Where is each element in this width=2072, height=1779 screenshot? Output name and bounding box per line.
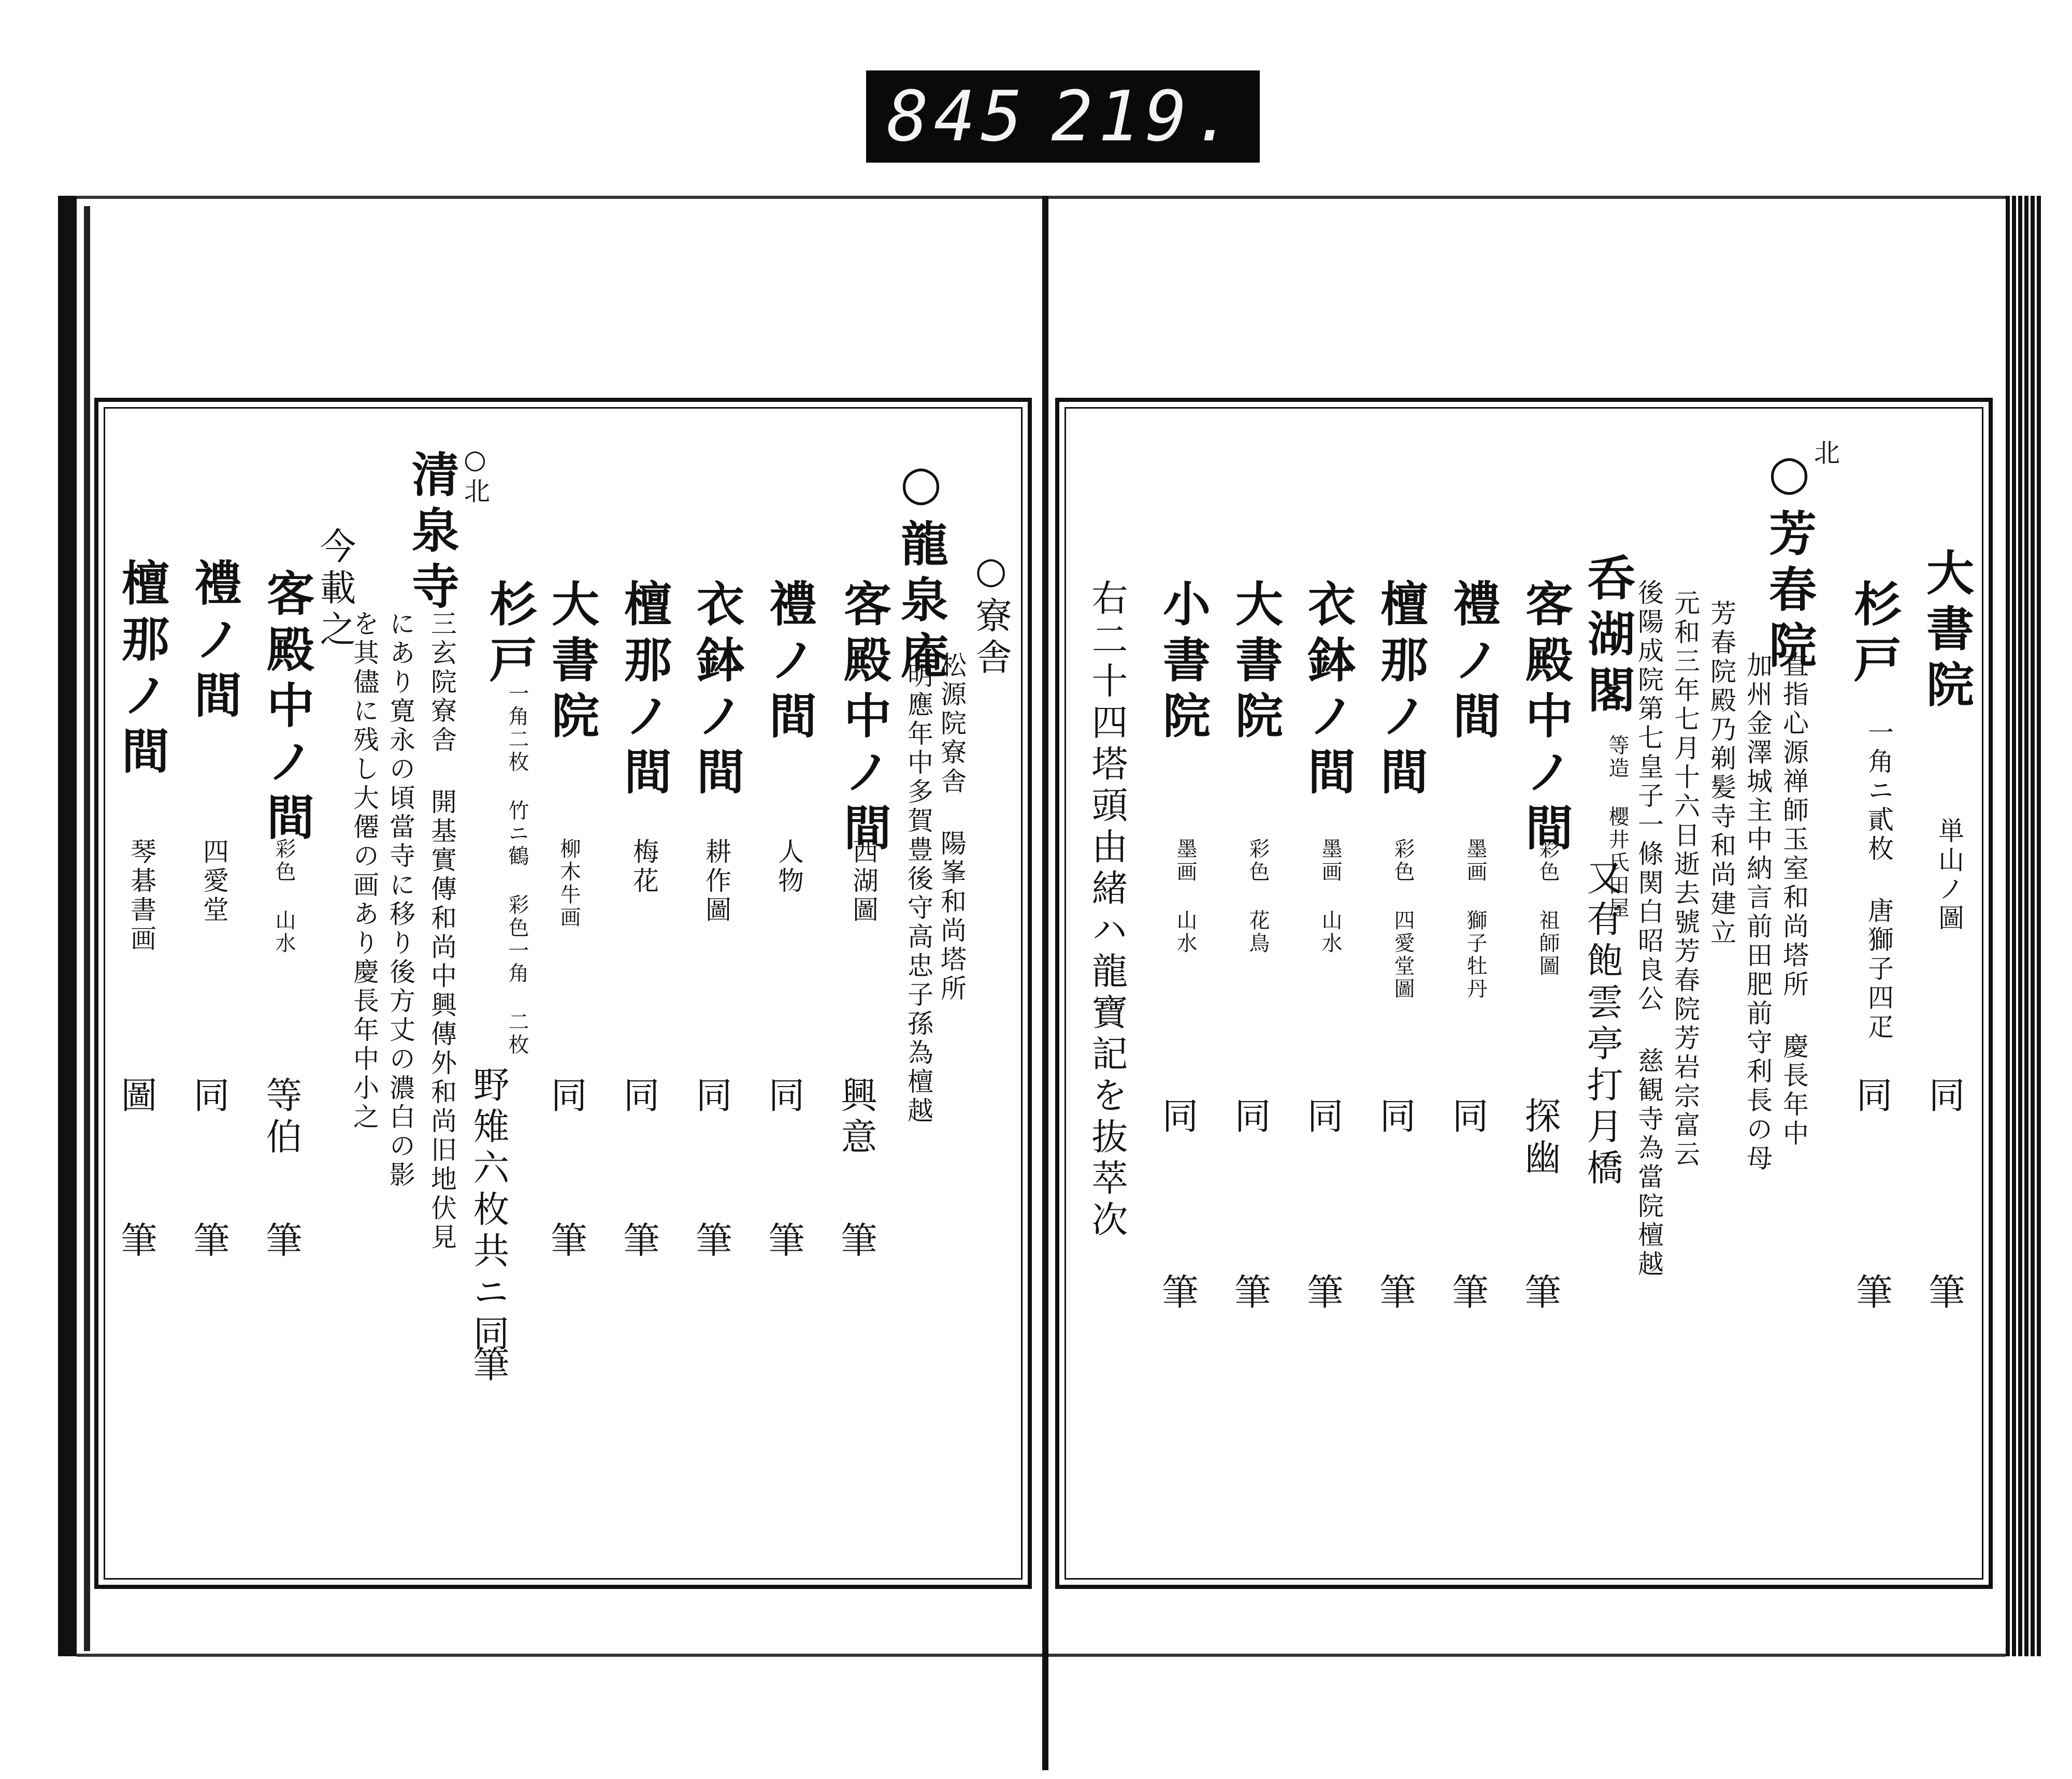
right-col-same: 同 (1923, 1076, 1965, 1118)
left-col-same: 圖 (115, 1076, 157, 1118)
right-col-heading: 呑湖閣 (1580, 553, 1636, 721)
left-col-text: 梅花 (629, 838, 659, 896)
right-col-text: 単山ノ圖 (1934, 817, 1964, 933)
gutter (1042, 196, 1048, 1770)
left-col-text: 人物 (774, 838, 804, 896)
left-col-same: 同 (545, 1076, 587, 1118)
right-col-heading: 檀那ノ間 (1373, 579, 1429, 803)
right-col-heading: 客殿中ノ間 (1518, 579, 1574, 859)
left-col-heading: 客殿中ノ間 (836, 579, 892, 859)
left-col-text: にあり寛永の頃當寺に移り後方丈の濃白の影 (385, 610, 415, 1190)
right-col-text: 彩色 祖師圖 (1536, 838, 1560, 978)
right-col-brush: 筆 (1301, 1273, 1344, 1314)
fore-edge-pages (2006, 196, 2042, 1656)
right-col-brush: 筆 (1850, 1273, 1893, 1314)
right-col-same: 同 (1229, 1097, 1271, 1138)
left-col-heading: 清泉寺 (404, 450, 460, 617)
left-col-heading: 杉戸 (482, 579, 538, 691)
book-spread (58, 196, 2026, 1770)
right-col-brush: 筆 (1374, 1273, 1416, 1314)
right-page-frame (1055, 398, 1993, 1589)
counter-left: 845 (887, 76, 1028, 157)
left-col-heading: 今載之 (314, 527, 356, 652)
right-col-heading: 大書院 (1919, 548, 1975, 716)
left-col-brush: 筆 (617, 1221, 660, 1263)
left-col-heading: 禮ノ間 (186, 558, 242, 726)
right-col-text: 墨画 山水 (1173, 838, 1197, 955)
right-col-same: 同 (1301, 1097, 1344, 1138)
right-col-text: 一角ニ貳枚 唐獅子四疋 (1864, 719, 1894, 1042)
right-col-same: 同 (1850, 1076, 1893, 1118)
left-col-brush: 筆 (545, 1221, 587, 1263)
right-col-text: 元和三年七月十六日逝去號芳春院芳岩宗富云 (1670, 589, 1700, 1169)
right-col-text: 等造 櫻井氏田屋 (1605, 734, 1629, 920)
right-col-brush: 筆 (1519, 1273, 1561, 1314)
left-col-brush: 筆 (690, 1221, 732, 1263)
left-col-same: 同 (617, 1076, 660, 1118)
bottom-edge (77, 1654, 2006, 1657)
left-col-text: 柳木牛画 (557, 838, 581, 929)
right-col-brush: 筆 (1229, 1273, 1271, 1314)
left-col-brush: 筆 (115, 1221, 157, 1263)
right-col-same: 同 (1156, 1097, 1199, 1138)
left-cover-line (84, 206, 90, 1651)
top-edge (77, 196, 2006, 199)
right-col-heading: ○芳春院 (1761, 444, 1817, 676)
right-col-text: 墨画 獅子牡丹 (1463, 838, 1487, 1001)
left-col-text: 三玄院寮舎 開基實傳和尚中興傳外和尚旧地伏見 (427, 610, 457, 1252)
left-col-heading: ○寮舎 (970, 549, 1012, 679)
right-col-text: 後陽成院第七皇子一條関白昭良公 慈観寺為當院檀越 (1634, 579, 1664, 1279)
left-col-brush: 筆 (467, 1346, 510, 1387)
right-col-heading: 禮ノ間 (1445, 579, 1501, 747)
left-col-heading: 衣鉢ノ間 (689, 579, 745, 803)
right-col-closing-note: 右二十四塔頭由緒ハ龍寶記を抜萃次 (1086, 579, 1128, 1242)
right-col-heading: 大書院 (1228, 579, 1284, 747)
left-col-same: 同 (762, 1076, 805, 1118)
right-col-brush: 筆 (1156, 1273, 1199, 1314)
left-col-heading: 檀那ノ間 (616, 579, 672, 803)
left-col-same: 野雉六枚共ニ同 (467, 1066, 510, 1356)
left-col-text: 四愛堂 (199, 838, 229, 925)
left-col-heading: 大書院 (544, 579, 600, 747)
left-col-brush: 筆 (762, 1221, 805, 1263)
left-col-same: 同 (188, 1076, 230, 1118)
left-col-text: 琴碁書画 (126, 838, 156, 954)
counter-right: 219. (1051, 76, 1239, 157)
right-col-text: 直指心源禅師玉室和尚塔所 慶長年中 (1779, 652, 1809, 1149)
right-col-text: 加州金澤城主中納言前田肥前守利長の母 (1743, 652, 1773, 1174)
left-col-text: 彩色 山水 (272, 838, 296, 955)
left-col-text: 明應年中多賀豊後守高忠子孫為檀越 (903, 662, 933, 1126)
right-col-text: 彩色 花鳥 (1246, 838, 1270, 955)
left-col-text: を其儘に残し大僊の画あり慶長年中小之 (349, 610, 379, 1132)
left-col-north: ○北 (460, 444, 490, 507)
left-col-text: 一角二枚 竹ニ鶴 彩色一角 二枚 (505, 683, 529, 1057)
right-col-brush: 筆 (1923, 1273, 1965, 1314)
left-col-heading: 檀那ノ間 (114, 558, 170, 782)
left-col-heading: ○龍泉庵 (893, 455, 949, 687)
right-col-brush: 筆 (1446, 1273, 1489, 1314)
right-col-text: 又有飽雲亭打月橋 (1581, 859, 1623, 1190)
right-col-same: 探幽 (1519, 1097, 1561, 1180)
right-col-text: 墨画 山水 (1318, 838, 1342, 955)
left-col-same: 等伯 (260, 1076, 303, 1159)
left-col-text: 松源院寮舎 陽峯和尚塔所 (937, 652, 967, 1004)
left-col-heading: 客殿中ノ間 (259, 569, 315, 848)
left-col-text: 耕作圖 (701, 838, 731, 925)
left-col-brush: 筆 (188, 1221, 230, 1263)
right-col-text: 彩色 四愛堂圖 (1391, 838, 1415, 1001)
right-col-same: 同 (1446, 1097, 1489, 1138)
right-col-north: 北 (1810, 439, 1840, 468)
left-col-heading: 禮ノ間 (761, 579, 817, 747)
right-col-text: 芳春院殿乃剃髪寺和尚建立 (1706, 600, 1736, 948)
left-col-brush: 筆 (260, 1221, 303, 1263)
left-col-same: 同 (690, 1076, 732, 1118)
left-col-same: 興意 (835, 1076, 877, 1159)
right-col-heading: 杉戸 (1846, 579, 1902, 691)
left-cover-edge (58, 196, 77, 1656)
right-col-heading: 衣鉢ノ間 (1300, 579, 1356, 803)
left-col-brush: 筆 (835, 1221, 877, 1263)
microfilm-frame-counter (866, 70, 1260, 163)
right-col-same: 同 (1374, 1097, 1416, 1138)
right-col-heading: 小書院 (1155, 579, 1211, 747)
left-col-text: 西湖圖 (848, 838, 879, 925)
